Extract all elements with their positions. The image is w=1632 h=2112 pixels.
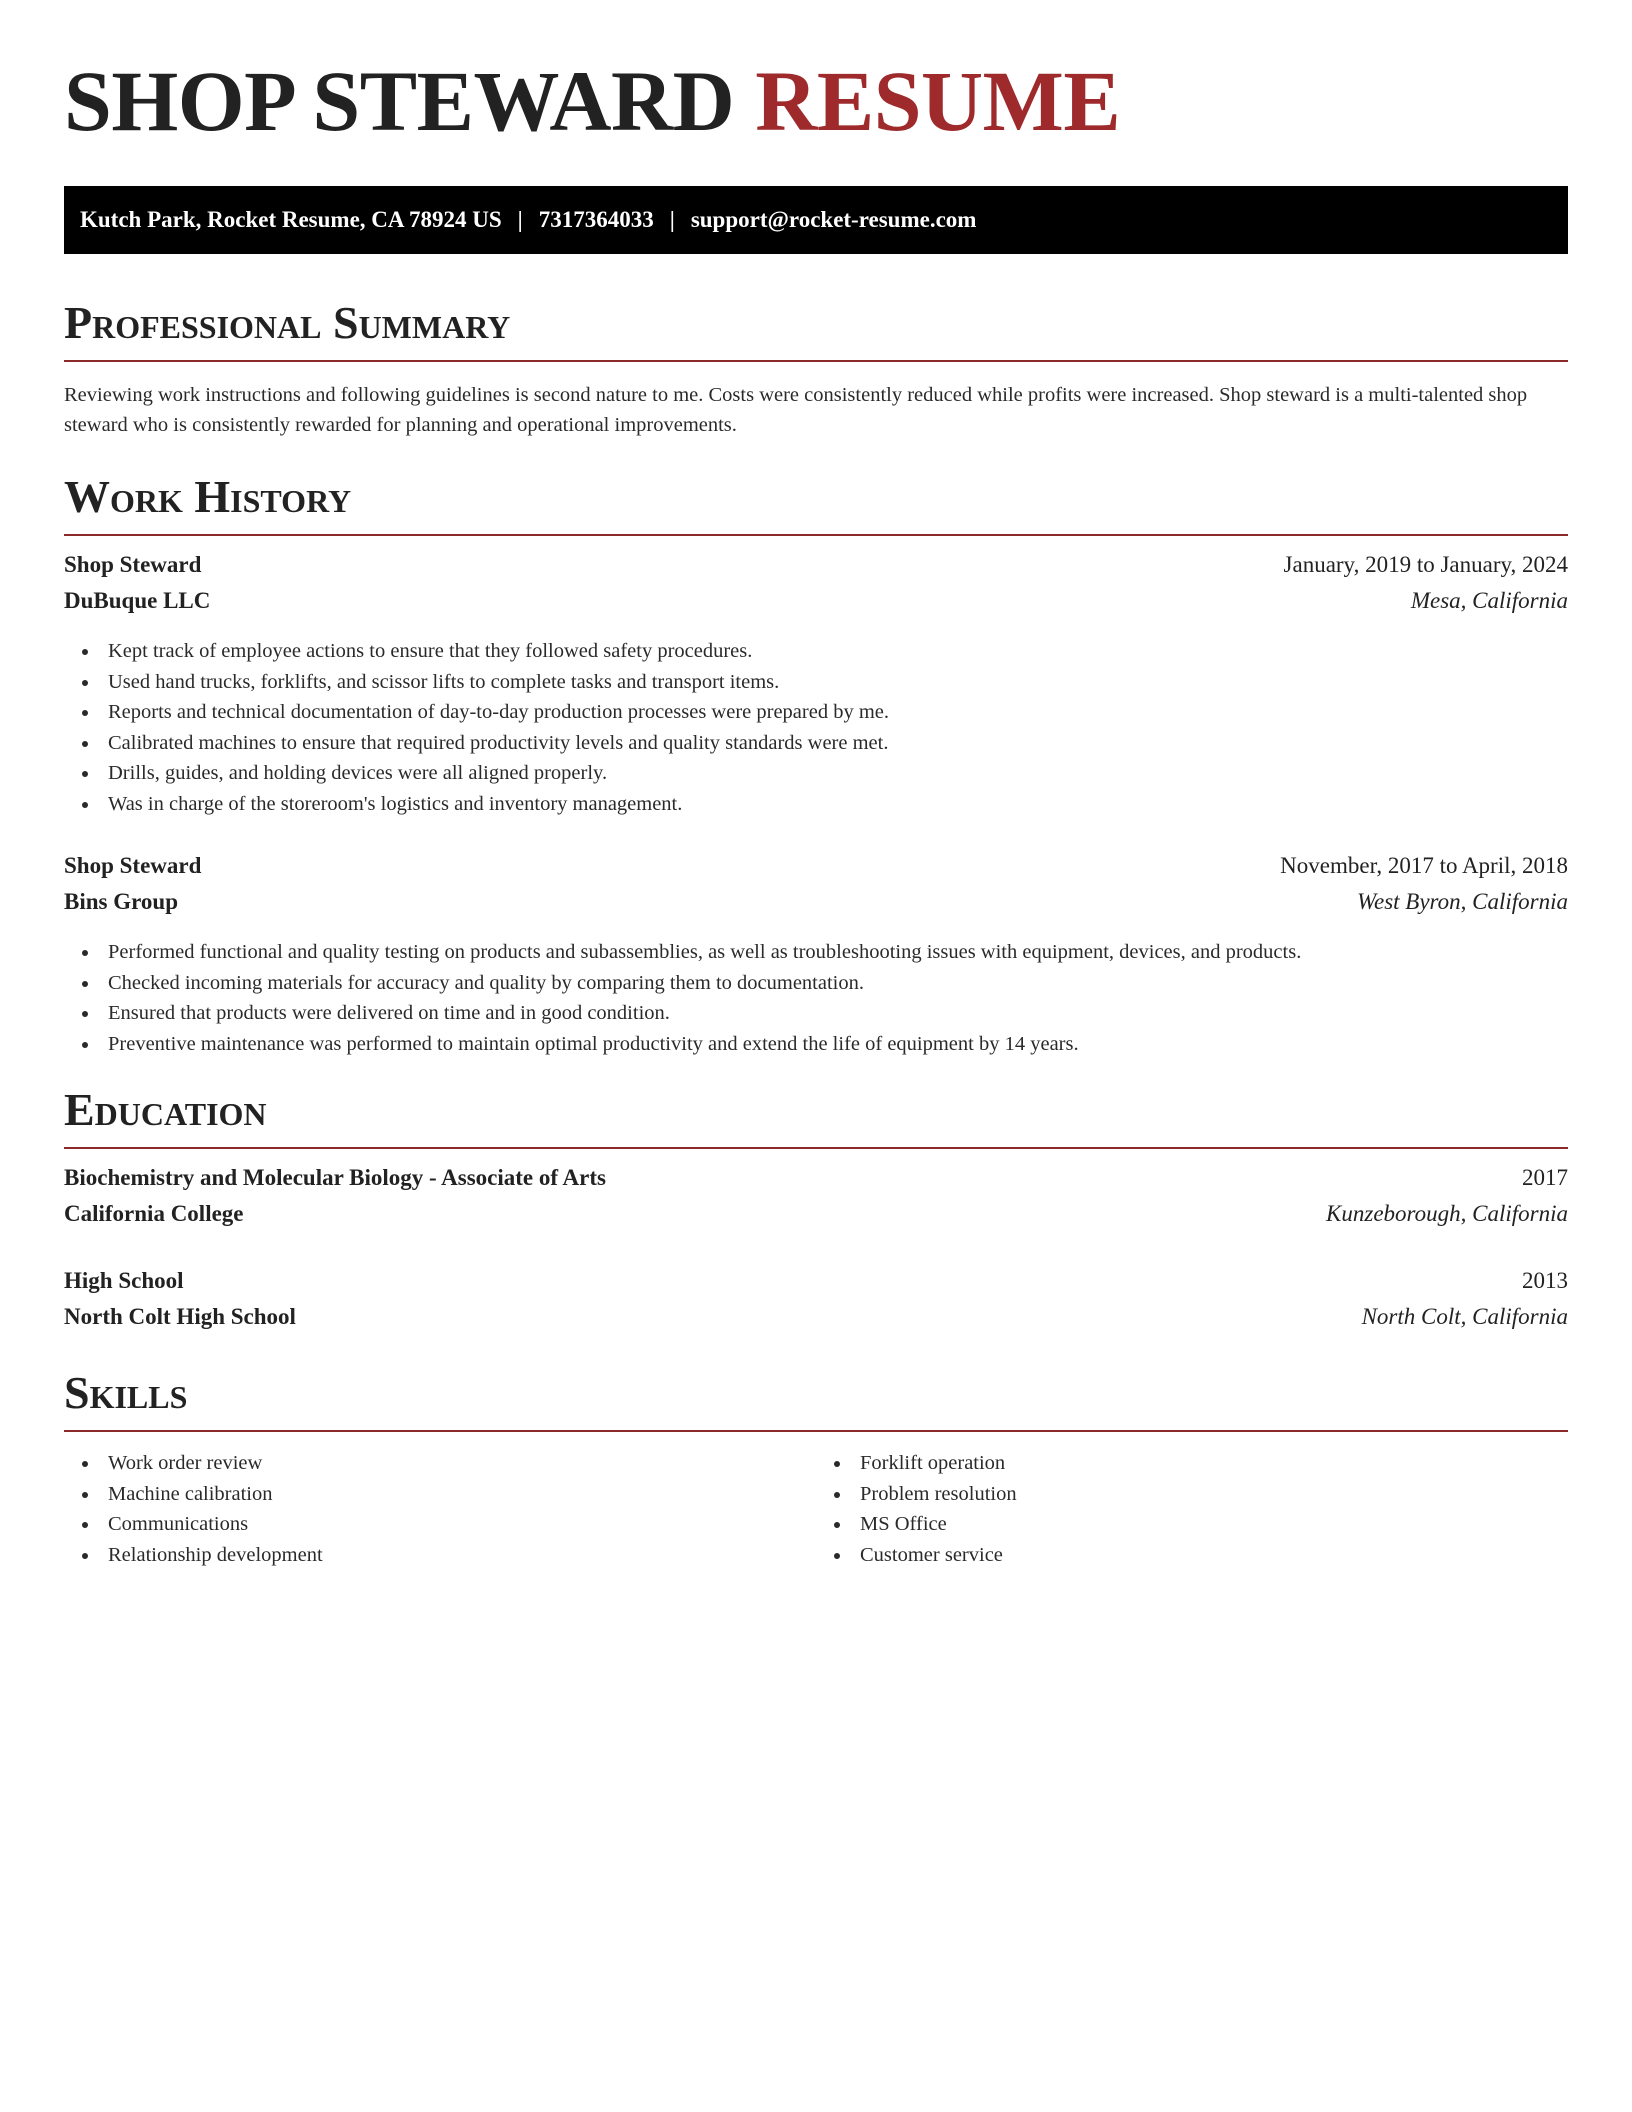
skill-item: Problem resolution [832, 1479, 1568, 1510]
education-school-row [64, 1201, 1568, 1237]
job-bullets [64, 636, 1568, 819]
job-title: Shop Steward [64, 552, 202, 577]
skill-item: Customer service [832, 1540, 1568, 1571]
job-bullet: Performed functional and quality testing on products and subassemblies, as well as troubleshooting issues with equipment, devices, and products. [80, 937, 1568, 968]
title-accent: RESUME [755, 53, 1121, 149]
education-degree-row [64, 1165, 1568, 1201]
job-entry [64, 552, 1568, 819]
education-heading: Education [64, 1087, 1568, 1149]
job-location: West Byron, California [1356, 889, 1568, 914]
skill-item: Communications [80, 1509, 816, 1540]
education-entry [64, 1268, 1568, 1340]
skills-list [64, 1448, 1568, 1570]
work-history-heading: Work History [64, 474, 1568, 536]
job-bullet: Ensured that products were delivered on time and in good condition. [80, 998, 1568, 1029]
job-bullet: Reports and technical documentation of day-to-day production processes were prepared by me. [80, 697, 1568, 728]
job-bullet: Checked incoming materials for accuracy and quality by comparing them to documentation. [80, 968, 1568, 999]
contact-separator: | [517, 207, 523, 232]
summary-text: Reviewing work instructions and following guidelines is second nature to me. Costs were consistently reduced while profits were increased. Shop steward is a multi-talented shop steward who is consistently rewarded for planning and operational improvements. [64, 384, 1528, 436]
job-title-row [64, 853, 1568, 889]
education-degree-row [64, 1268, 1568, 1304]
education-school: California College [64, 1201, 244, 1226]
job-title-row [64, 552, 1568, 588]
contact-phone: 7317364033 [538, 207, 654, 232]
job-bullet: Calibrated machines to ensure that required productivity levels and quality standards were met. [80, 728, 1568, 759]
job-bullet: Used hand trucks, forklifts, and scissor lifts to complete tasks and transport items. [80, 667, 1568, 698]
job-company-row [64, 889, 1568, 925]
job-bullets [64, 937, 1568, 1059]
skill-item: Machine calibration [80, 1479, 816, 1510]
education-degree: Biochemistry and Molecular Biology - Associate of Arts [64, 1165, 606, 1190]
education-school-row [64, 1304, 1568, 1340]
contact-address: Kutch Park, Rocket Resume, CA 78924 US [80, 207, 502, 232]
resume-title [64, 53, 1568, 152]
job-bullet: Was in charge of the storeroom's logistics and inventory management. [80, 789, 1568, 820]
job-company-row [64, 588, 1568, 624]
job-entry [64, 853, 1568, 1059]
skill-item: Forklift operation [832, 1448, 1568, 1479]
job-dates: November, 2017 to April, 2018 [1280, 853, 1568, 878]
job-bullet: Preventive maintenance was performed to maintain optimal productivity and extend the life of equipment by 14 years. [80, 1029, 1568, 1060]
skill-item: MS Office [832, 1509, 1568, 1540]
education-degree: High School [64, 1268, 184, 1293]
job-company: Bins Group [64, 889, 178, 914]
skills-column-left [64, 1448, 816, 1570]
education-entry [64, 1165, 1568, 1237]
contact-separator: | [669, 207, 675, 232]
job-title: Shop Steward [64, 853, 202, 878]
job-dates: January, 2019 to January, 2024 [1283, 552, 1568, 577]
skills-column-right [816, 1448, 1568, 1570]
skill-item: Work order review [80, 1448, 816, 1479]
contact-bar [64, 186, 1568, 254]
job-company: DuBuque LLC [64, 588, 211, 613]
education-location: North Colt, California [1361, 1304, 1568, 1329]
job-bullet: Drills, guides, and holding devices were all aligned properly. [80, 758, 1568, 789]
job-bullet: Kept track of employee actions to ensure that they followed safety procedures. [80, 636, 1568, 667]
summary-heading: Professional Summary [64, 300, 1568, 362]
job-location: Mesa, California [1410, 588, 1568, 613]
title-main: SHOP STEWARD [64, 53, 735, 149]
education-location: Kunzeborough, California [1326, 1201, 1568, 1226]
contact-email: support@rocket-resume.com [690, 207, 977, 232]
education-year: 2017 [1522, 1165, 1568, 1190]
skill-item: Relationship development [80, 1540, 816, 1571]
education-year: 2013 [1522, 1268, 1568, 1293]
skills-heading: Skills [64, 1370, 1568, 1432]
education-school: North Colt High School [64, 1304, 296, 1329]
